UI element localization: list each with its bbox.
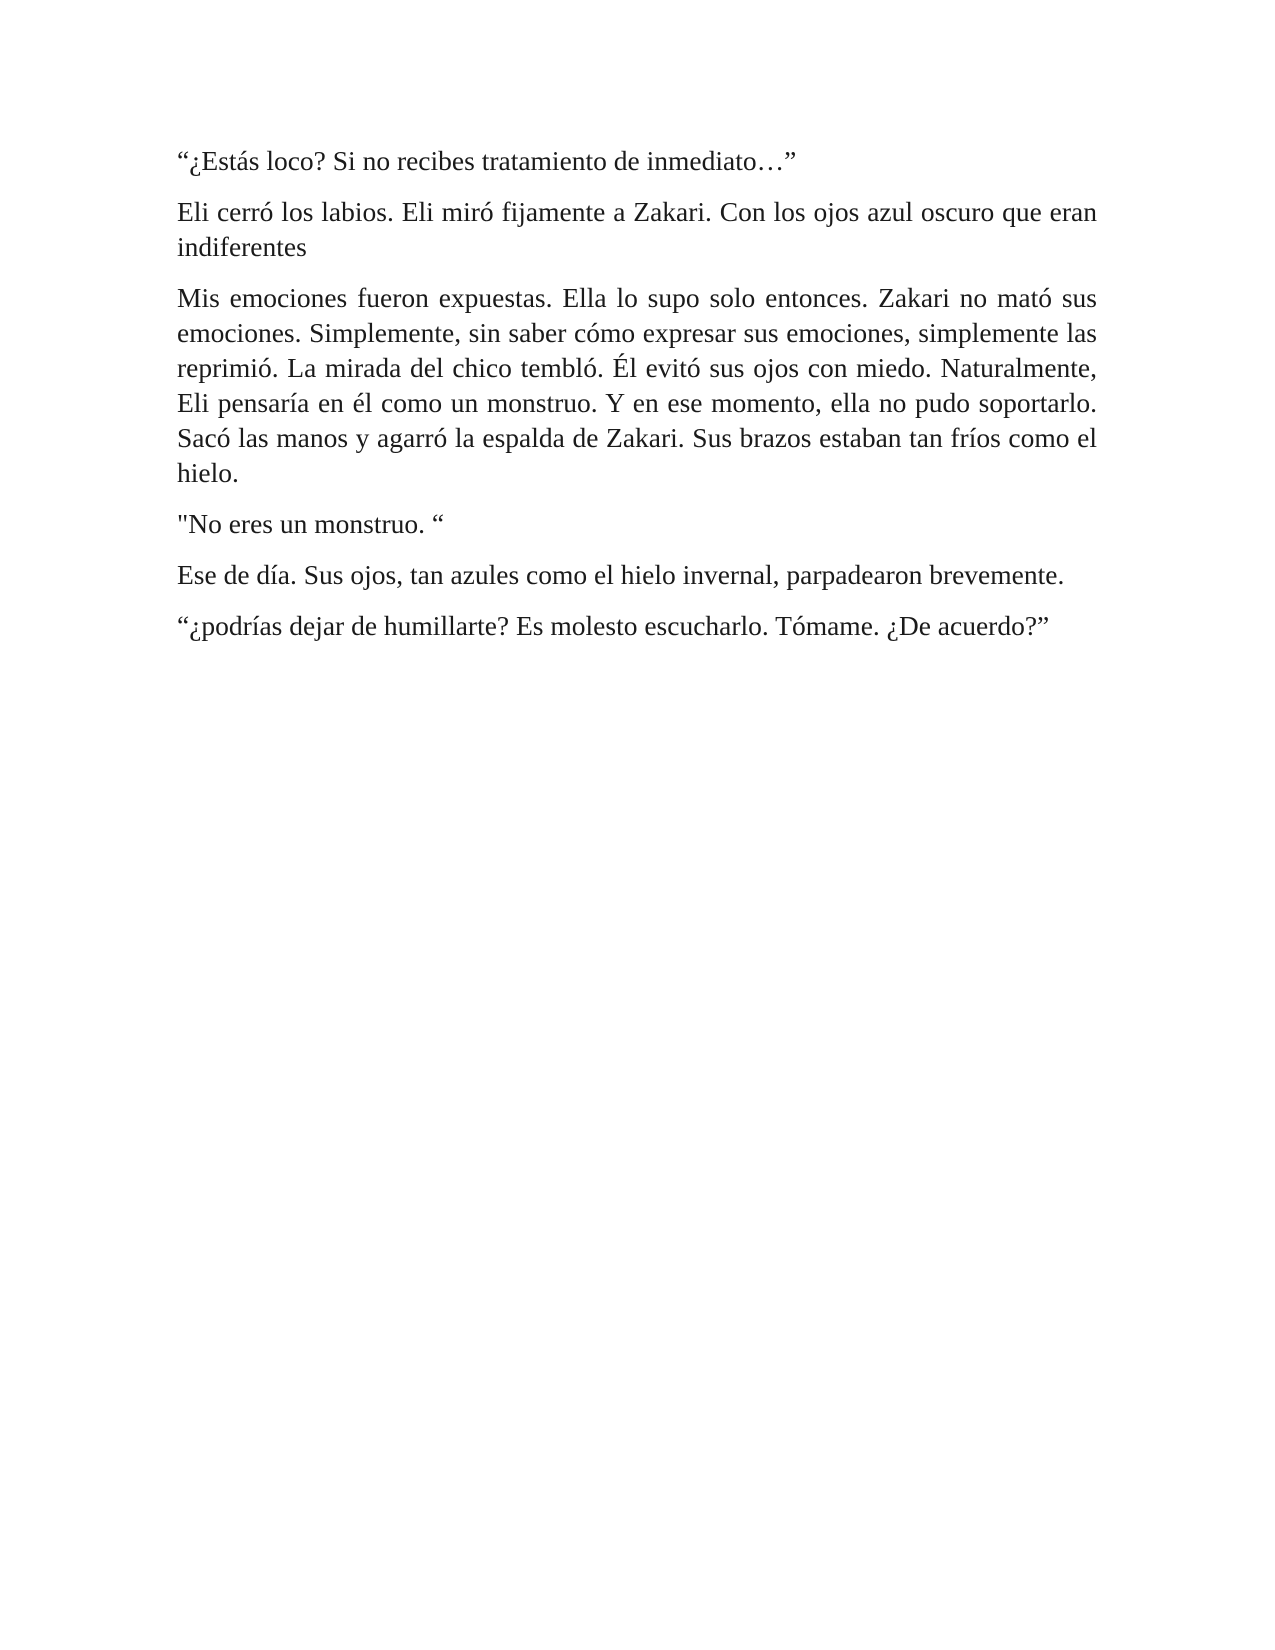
paragraph: “¿podrías dejar de humillarte? Es molesto escucharlo. Tómame. ¿De acuerdo?” <box>177 610 1050 641</box>
paragraph: Ese de día. Sus ojos, tan azules como el hielo invernal, parpadearon brevemente. <box>177 559 1065 590</box>
paragraph: Eli cerró los labios. Eli miró fijamente a Zakari. Con los ojos azul oscuro que eran indiferentes <box>177 196 1097 262</box>
paragraph: “¿Estás loco? Si no recibes tratamiento de inmediato…” <box>177 145 797 176</box>
paragraph: "No eres un monstruo. “ <box>177 508 445 539</box>
body-text <box>177 143 1097 659</box>
paragraph: Mis emociones fueron expuestas. Ella lo supo solo entonces. Zakari no mató sus emociones. Simplemente, sin saber cómo expresar sus emociones, simplemente las reprimió. La mirada del chico tembló. Él evitó sus ojos con miedo. Naturalmente, Eli pensaría en él como un monstruo. Y en ese momento, ella no pudo soportarlo. Sacó las manos y agarró la espalda de Zakari. Sus brazos estaban tan fríos como el hielo. <box>177 282 1097 488</box>
